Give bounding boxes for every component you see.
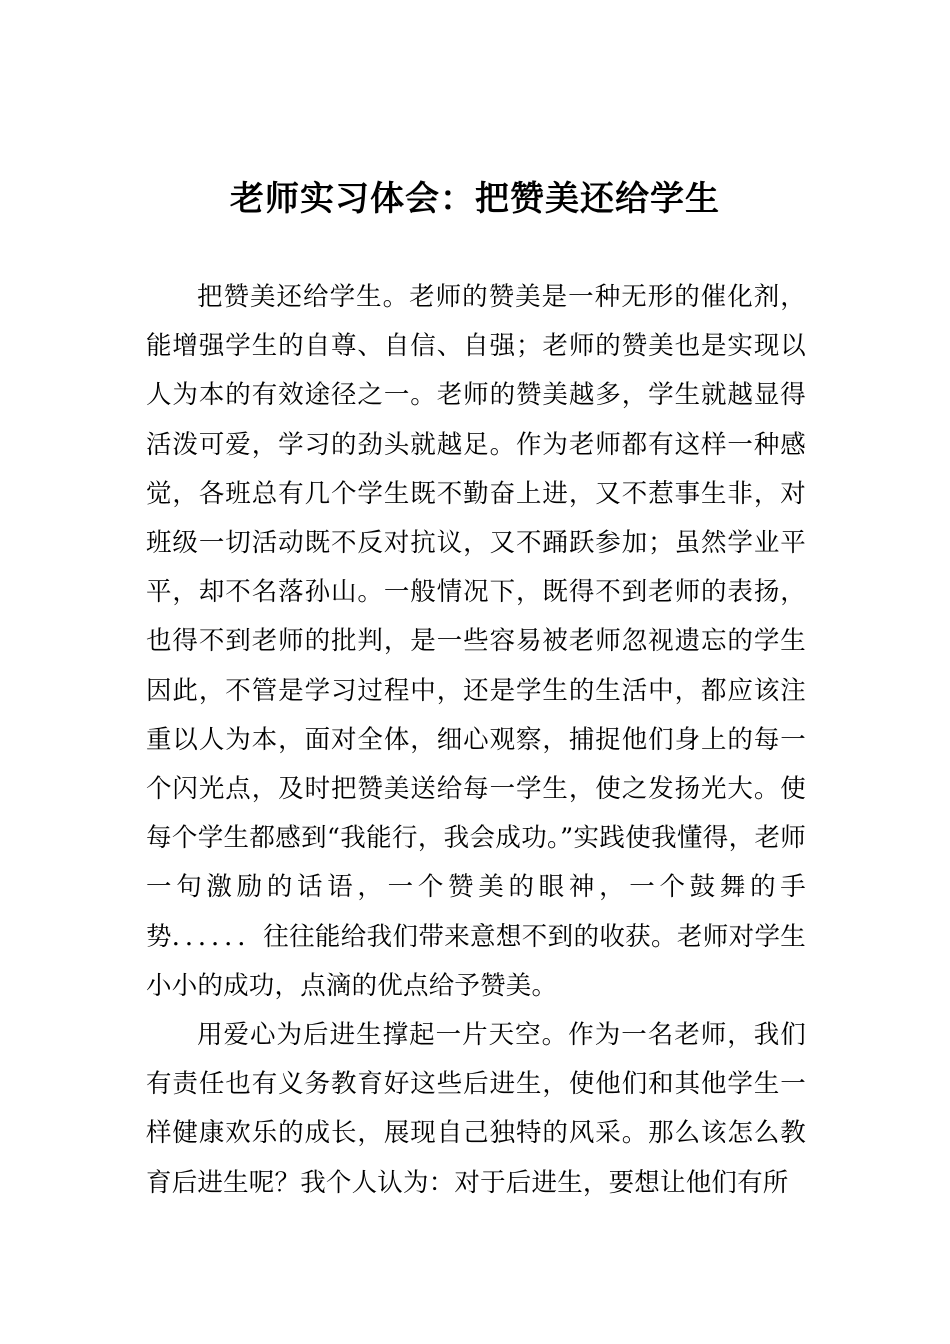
document-title: 老师实习体会：把赞美还给学生: [230, 179, 720, 219]
paragraph-2: 用爱心为后进生撑起一片天空。作为一名老师，我们有责任也有义务教育好这些后进生，使他们和其他学生一样健康欢乐的成长，展现自己独特的风采。那么该怎么教育后进生呢？我个人认为：对于后进生，要想让他们有所: [146, 1020, 806, 1198]
paragraph-1: 把赞美还给学生。老师的赞美是一种无形的催化剂，能增强学生的自尊、自信、自强；老师的赞美也是实现以人为本的有效途径之一。老师的赞美越多，学生就越显得活泼可爱，学习的劲头就越足。作为老师都有这样一种感觉，各班总有几个学生既不勤奋上进，又不惹事生非，对班级一切活动既不反对抗议，又不踊跃参加；虽然学业平平，却不名落孙山。一般情况下，既得不到老师的表扬，也得不到老师的批判，是一些容易被老师忽视遗忘的学生因此，不管是学习过程中，还是学生的生活中，都应该注重以人为本，面对全体，细心观察，捕捉他们身上的每一个闪光点，及时把赞美送给每一学生，使之发扬光大。使每个学生都感到“我能行，我会成功。”实践使我懂得，老师一句激励的话语，一个赞美的眼神，一个鼓舞的手势．．．．．．往往能给我们带来意想不到的收获。老师对学生小小的成功，点滴的优点给予赞美。: [146, 282, 806, 1001]
document-body: [146, 273, 806, 1208]
